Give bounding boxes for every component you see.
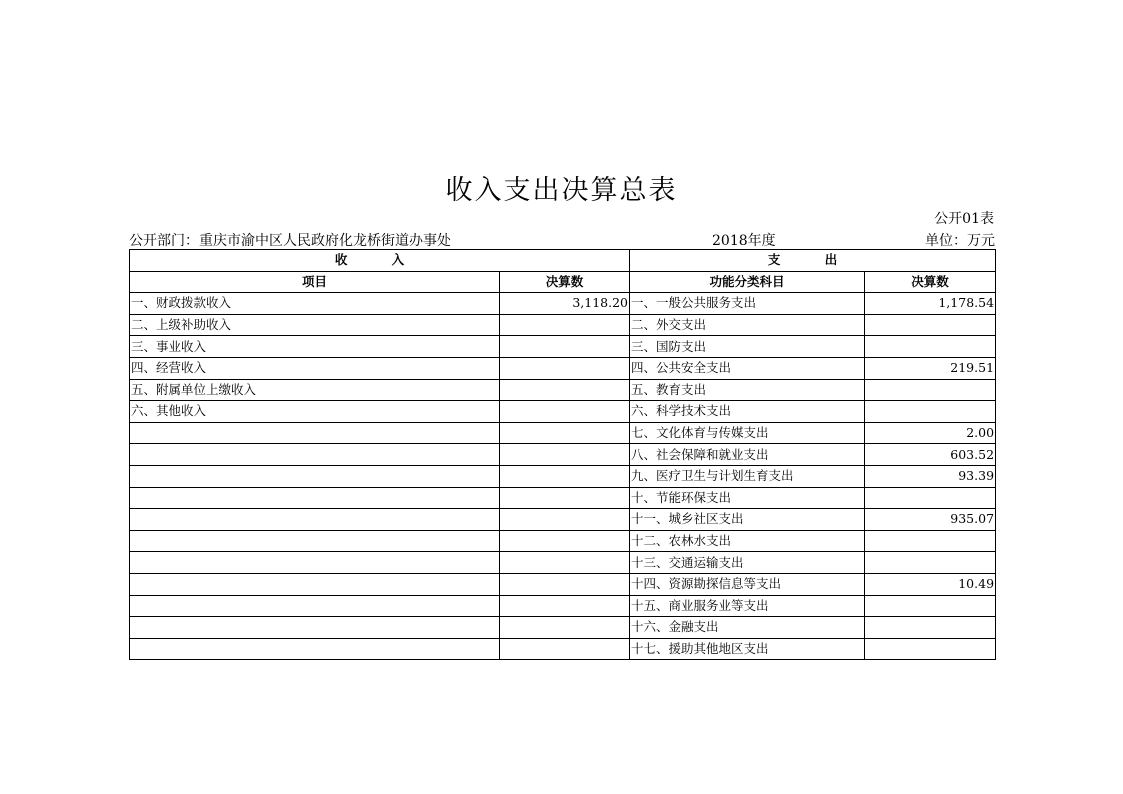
expense-amount-cell: 1,178.54 [865,293,996,315]
table-row [130,465,996,487]
table-row [130,357,996,379]
income-item-cell: 四、经营收入 [130,357,500,379]
expense-category-cell: 六、科学技术支出 [630,401,865,423]
expense-amount-column-header: 决算数 [865,271,996,293]
income-amount-cell [500,573,630,595]
table-row [130,444,996,466]
income-amount-cell [500,336,630,358]
income-amount-cell: 3,118.20 [500,293,630,315]
section-header-row [130,250,996,272]
table-row [130,379,996,401]
table-row [130,617,996,639]
income-item-cell [130,465,500,487]
expense-amount-cell [865,638,996,660]
expense-category-cell: 十七、援助其他地区支出 [630,638,865,660]
income-amount-cell [500,314,630,336]
table-row [130,530,996,552]
income-amount-cell [500,379,630,401]
income-amount-cell [500,530,630,552]
income-section-header: 收 入 [130,250,630,272]
expense-amount-cell [865,379,996,401]
expense-amount-cell [865,487,996,509]
meta-line [129,230,995,248]
expense-category-cell: 一、一般公共服务支出 [630,293,865,315]
income-item-cell [130,552,500,574]
expense-category-cell: 四、公共安全支出 [630,357,865,379]
income-item-cell [130,573,500,595]
table-row [130,487,996,509]
income-amount-cell [500,617,630,639]
expense-category-cell: 十二、农林水支出 [630,530,865,552]
expense-category-cell: 十、节能环保支出 [630,487,865,509]
income-item-cell [130,509,500,531]
expense-amount-cell [865,617,996,639]
expense-category-cell: 十一、城乡社区支出 [630,509,865,531]
income-item-cell [130,638,500,660]
income-amount-cell [500,552,630,574]
expense-amount-cell: 935.07 [865,509,996,531]
expense-category-cell: 十五、商业服务业等支出 [630,595,865,617]
income-amount-column-header: 决算数 [500,271,630,293]
income-item-cell: 六、其他收入 [130,401,500,423]
expense-category-cell: 七、文化体育与传媒支出 [630,422,865,444]
expense-amount-cell: 93.39 [865,465,996,487]
table-row [130,314,996,336]
form-number: 公开01表 [934,211,994,227]
expense-amount-cell [865,530,996,552]
unit-label: 单位：万元 [925,233,995,249]
table-row [130,422,996,444]
income-item-cell [130,617,500,639]
expense-category-cell: 八、社会保障和就业支出 [630,444,865,466]
expense-section-header: 支 出 [630,250,996,272]
table-row [130,401,996,423]
expense-amount-cell: 10.49 [865,573,996,595]
table-row [130,552,996,574]
expense-amount-cell: 219.51 [865,357,996,379]
item-column-header: 项目 [130,271,500,293]
expense-amount-cell: 603.52 [865,444,996,466]
department-label: 公开部门：重庆市渝中区人民政府化龙桥街道办事处 [129,233,451,249]
income-item-cell: 二、上级补助收入 [130,314,500,336]
expense-category-cell: 十六、金融支出 [630,617,865,639]
expense-category-cell: 九、医疗卫生与计划生育支出 [630,465,865,487]
income-amount-cell [500,357,630,379]
income-item-cell [130,422,500,444]
income-amount-cell [500,422,630,444]
income-item-cell: 五、附属单位上缴收入 [130,379,500,401]
expense-category-cell: 三、国防支出 [630,336,865,358]
expense-amount-cell [865,401,996,423]
expense-amount-cell [865,314,996,336]
income-amount-cell [500,487,630,509]
table-row [130,293,996,315]
income-item-cell: 三、事业收入 [130,336,500,358]
income-item-cell: 一、财政拨款收入 [130,293,500,315]
income-item-cell [130,487,500,509]
page-title: 收入支出决算总表 [445,175,678,206]
expense-category-cell: 十三、交通运输支出 [630,552,865,574]
expense-amount-cell [865,336,996,358]
fiscal-year: 2018年度 [712,233,776,249]
expense-category-cell: 十四、资源勘探信息等支出 [630,573,865,595]
income-amount-cell [500,465,630,487]
category-column-header: 功能分类科目 [630,271,865,293]
expense-amount-cell [865,552,996,574]
income-amount-cell [500,595,630,617]
income-item-cell [130,444,500,466]
table-row [130,595,996,617]
income-item-cell [130,595,500,617]
expense-amount-cell: 2.00 [865,422,996,444]
expense-amount-cell [865,595,996,617]
table-row [130,573,996,595]
income-amount-cell [500,509,630,531]
expense-category-cell: 五、教育支出 [630,379,865,401]
income-item-cell [130,530,500,552]
column-header-row [130,271,996,293]
income-amount-cell [500,444,630,466]
income-expense-table [129,249,996,660]
table-row [130,638,996,660]
table-row [130,509,996,531]
income-amount-cell [500,401,630,423]
table-row [130,336,996,358]
income-amount-cell [500,638,630,660]
expense-category-cell: 二、外交支出 [630,314,865,336]
